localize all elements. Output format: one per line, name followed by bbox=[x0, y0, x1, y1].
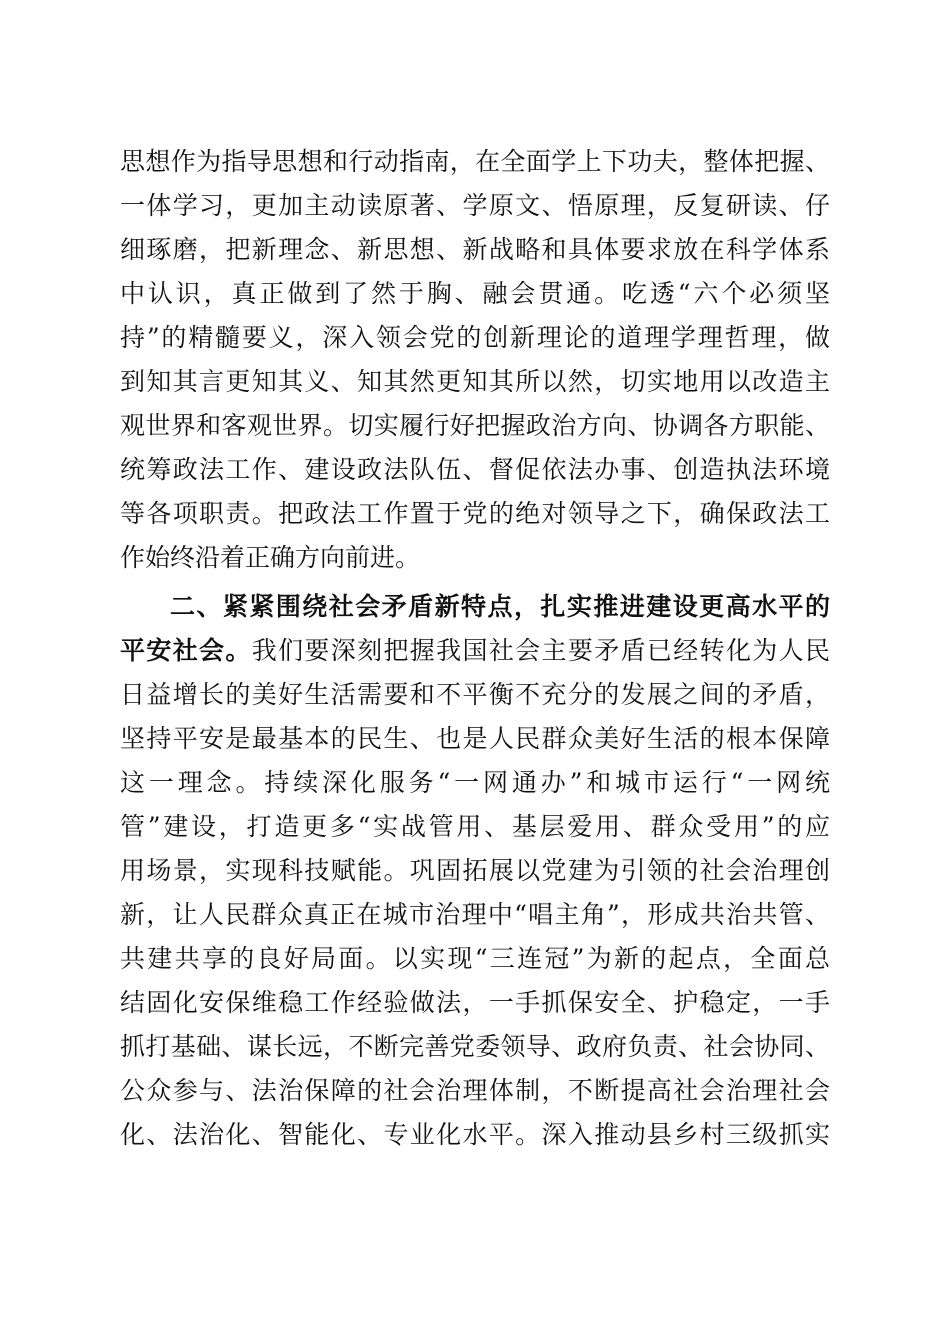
paragraph-2 bbox=[120, 585, 830, 1157]
text-line: 观世界和客观世界。切实履行好把握政治方向、协调各方职能、 bbox=[120, 411, 830, 440]
text-line: 一体学习，更加主动读原著、学原文、悟原理，反复研读、仔 bbox=[120, 191, 830, 220]
text-line: 作始终沿着正确方向前进。 bbox=[120, 543, 421, 572]
text-line: 到知其言更知其义、知其然更知其所以然，切实地用以改造主 bbox=[120, 367, 830, 396]
text-line: 抓打基础、谋长远，不断完善党委领导、政府负责、社会协同、 bbox=[120, 1032, 830, 1061]
text-line: 公众参与、法治保障的社会治理体制，不断提高社会治理社会 bbox=[120, 1076, 830, 1105]
text-line: 化、法治化、智能化、专业化水平。深入推动县乡村三级抓实 bbox=[120, 1120, 830, 1149]
section-heading: 二、紧紧围绕社会矛盾新特点，扎实推进建设更高水平的 bbox=[170, 592, 830, 621]
text-line: 用场景，实现科技赋能。巩固拓展以党建为引领的社会治理创 bbox=[120, 856, 830, 885]
paragraph-1 bbox=[120, 140, 830, 580]
text-line bbox=[120, 629, 830, 673]
text-line: 管”建设，打造更多“实战管用、基层爱用、群众受用”的应 bbox=[120, 812, 830, 841]
text-line: 日益增长的美好生活需要和不平衡不充分的发展之间的矛盾， bbox=[120, 680, 830, 709]
text-line: 持”的精髓要义，深入领会党的创新理论的道理学理哲理，做 bbox=[120, 323, 830, 352]
text-line: 细琢磨，把新理念、新思想、新战略和具体要求放在科学体系 bbox=[120, 235, 830, 264]
text-line: 坚持平安是最基本的民生、也是人民群众美好生活的根本保障 bbox=[120, 724, 830, 753]
section-heading-end: 平安社会。 bbox=[120, 636, 252, 665]
text-line: 这一理念。持续深化服务“一网通办”和城市运行“一网统 bbox=[120, 768, 830, 797]
text-line: 统筹政法工作、建设政法队伍、督促依法办事、创造执法环境 bbox=[120, 455, 830, 484]
text-line: 等各项职责。把政法工作置于党的绝对领导之下，确保政法工 bbox=[120, 499, 830, 528]
text-line: 思想作为指导思想和行动指南，在全面学上下功夫，整体把握、 bbox=[120, 147, 830, 176]
text-line: 共建共享的良好局面。以实现“三连冠”为新的起点，全面总 bbox=[120, 944, 830, 973]
text-line: 新，让人民群众真正在城市治理中“唱主角”，形成共治共管、 bbox=[120, 900, 830, 929]
text-line: 结固化安保维稳工作经验做法，一手抓保安全、护稳定，一手 bbox=[120, 988, 830, 1017]
text-line-rest: 我们要深刻把握我国社会主要矛盾已经转化为人民 bbox=[251, 636, 830, 665]
text-line: 中认识，真正做到了然于胸、融会贯通。吃透“六个必须坚 bbox=[120, 279, 830, 308]
